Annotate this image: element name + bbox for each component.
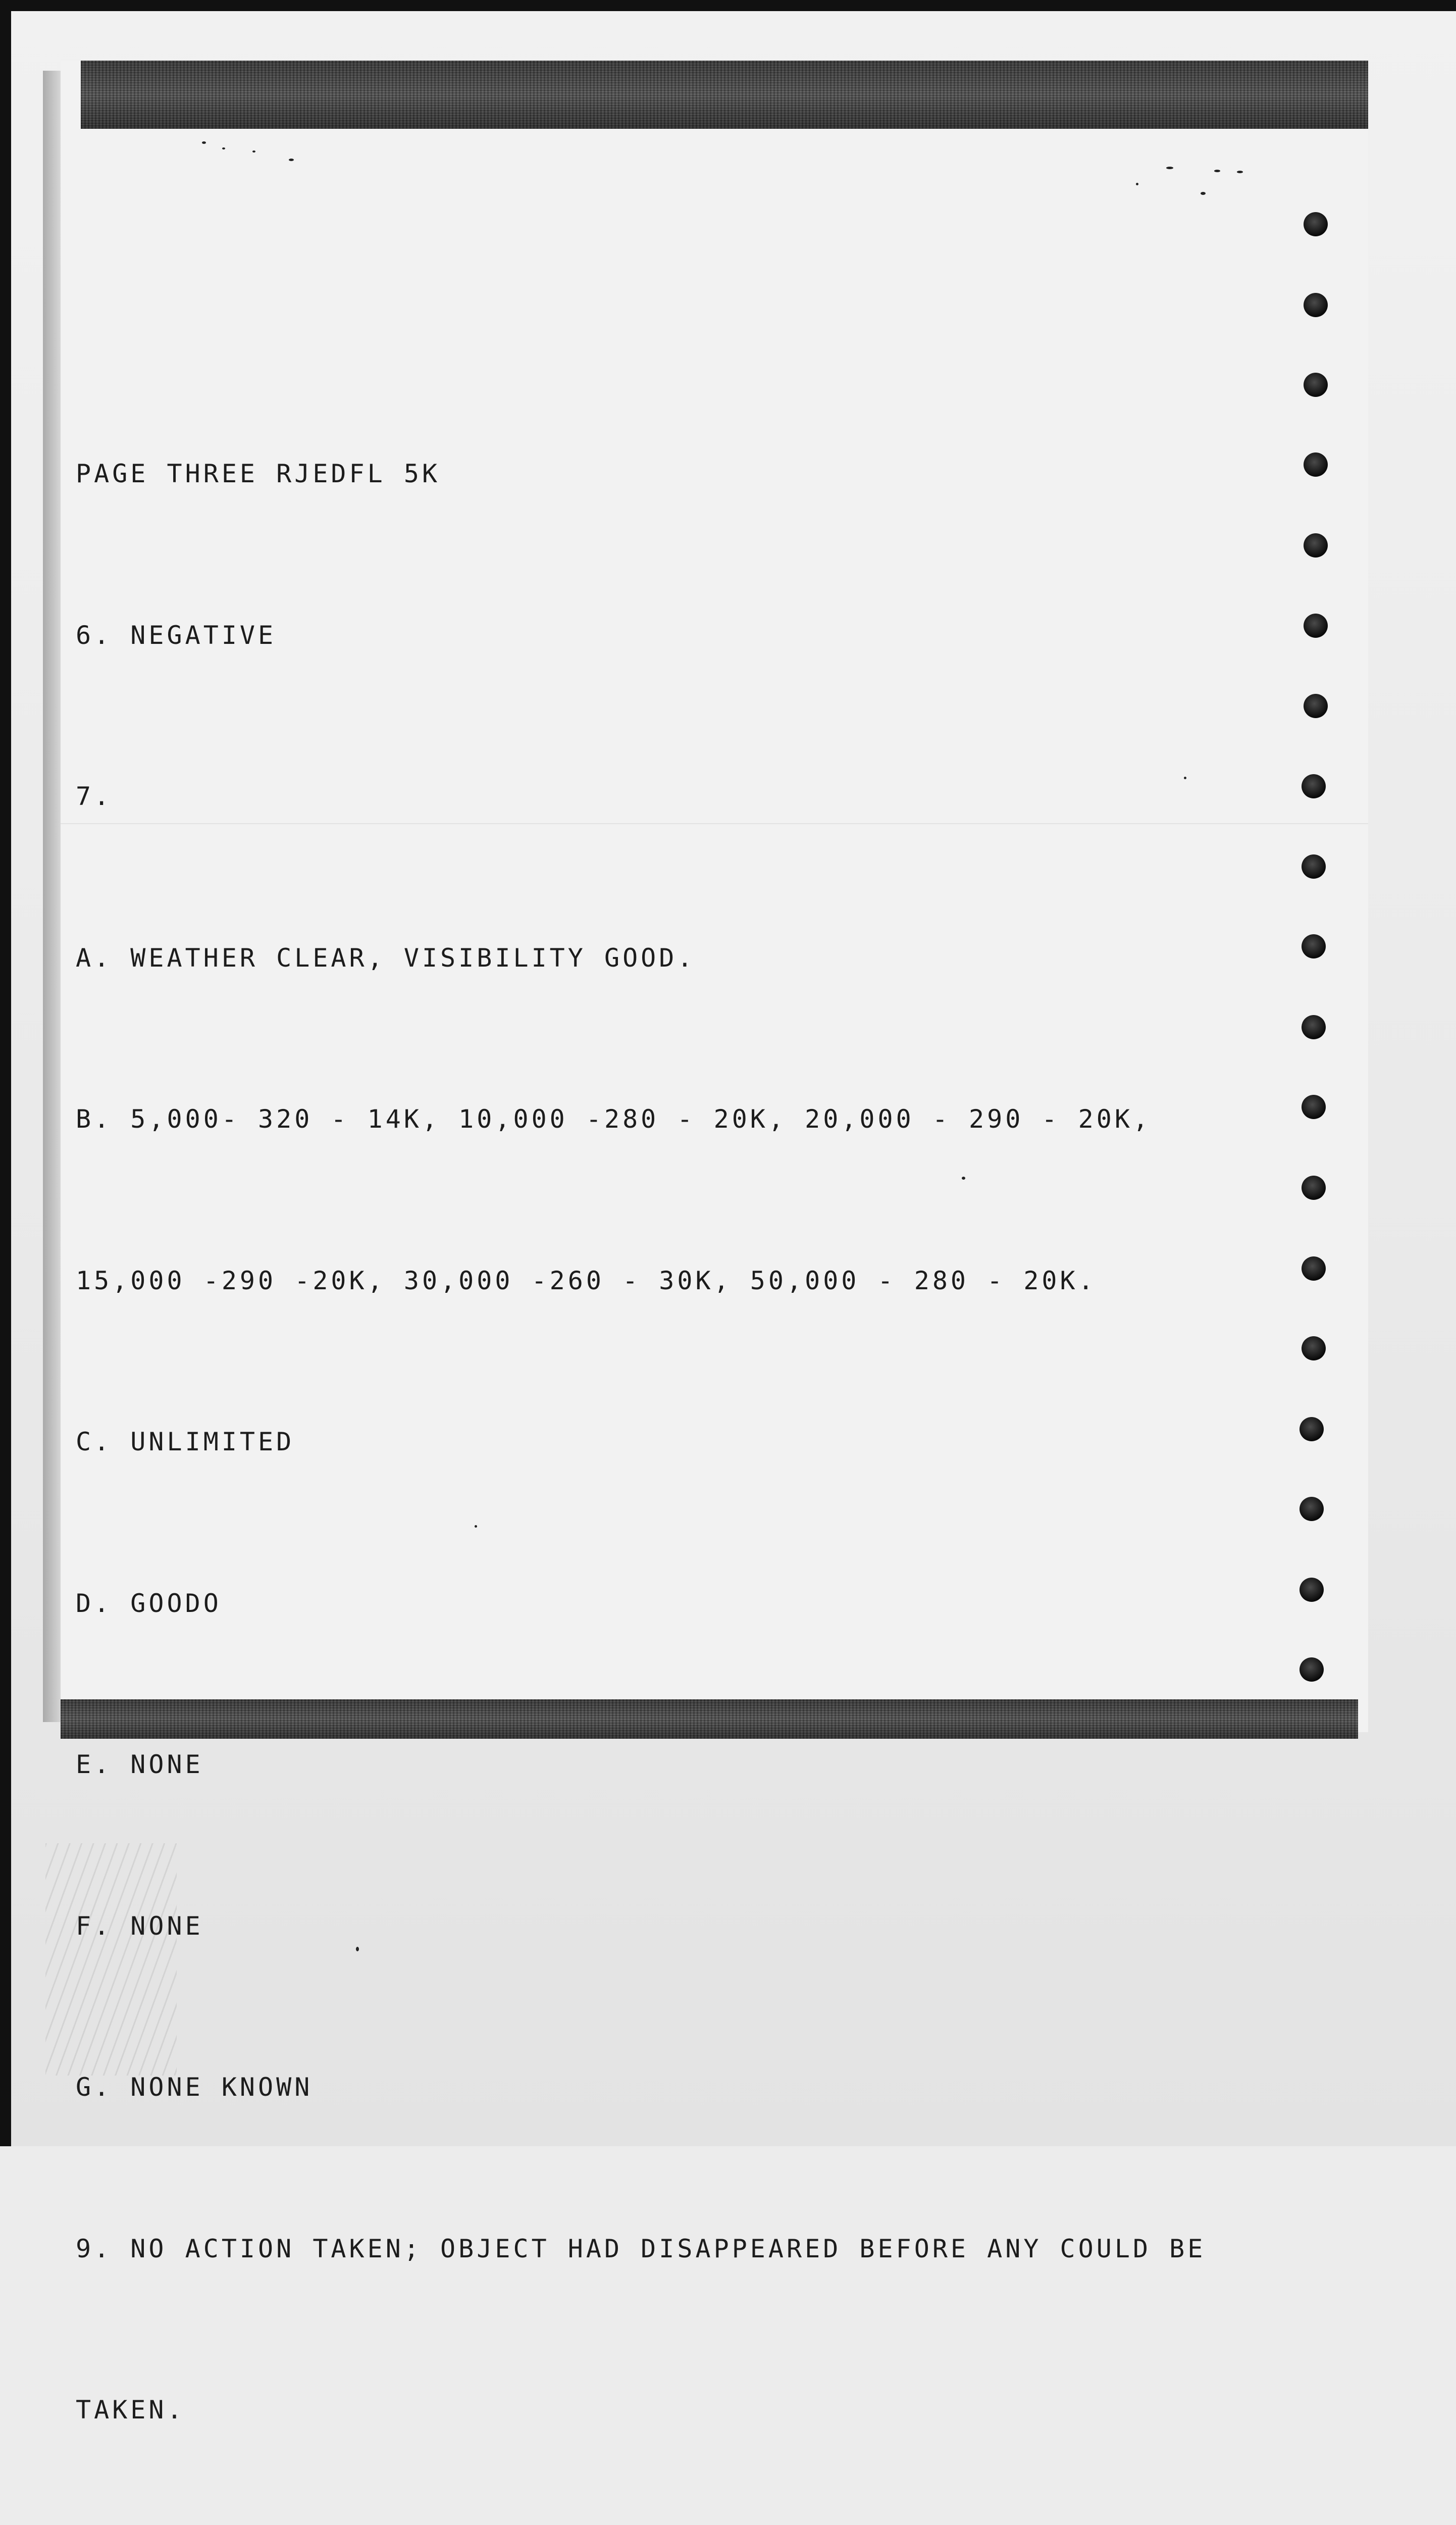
- feed-hole: [1302, 1176, 1326, 1200]
- feed-hole: [1302, 1256, 1326, 1281]
- feed-hole: [1304, 212, 1328, 236]
- feed-hole: [1304, 452, 1328, 477]
- feed-hole: [1302, 854, 1326, 879]
- feed-hole: [1304, 614, 1328, 638]
- feed-hole: [1299, 1417, 1324, 1441]
- feed-hole: [1299, 1497, 1324, 1521]
- feed-hole: [1304, 373, 1328, 397]
- message-line: C. UNLIMITED: [76, 1427, 295, 1456]
- feed-hole: [1299, 1657, 1324, 1682]
- message-line: 15,000 -290 -20K, 30,000 -260 - 30K, 50,000 - 280 - 20K.: [76, 1266, 1097, 1295]
- film-scratch-marks: [45, 1843, 177, 2076]
- scan-border-top: [0, 0, 1456, 11]
- message-line: D. GOODO: [76, 1588, 222, 1618]
- feed-hole: [1302, 1015, 1326, 1039]
- message-line: TAKEN.: [76, 2395, 185, 2425]
- feed-hole: [1304, 533, 1328, 558]
- message-line: PAGE THREE RJEDFL 5K: [76, 459, 441, 488]
- feed-hole: [1304, 694, 1328, 718]
- message-line: B. 5,000- 320 - 14K, 10,000 -280 - 20K, 20,000 - 290 - 20K,: [76, 1104, 1152, 1134]
- message-line: G. NONE KNOWN: [76, 2073, 313, 2102]
- message-line: 9. NO ACTION TAKEN; OBJECT HAD DISAPPEARED BEFORE ANY COULD BE: [76, 2234, 1206, 2263]
- feed-hole: [1304, 293, 1328, 317]
- feed-hole: [1302, 1095, 1326, 1119]
- teletype-message-body: [76, 339, 1287, 2525]
- message-line: E. NONE: [76, 1750, 203, 1779]
- message-line: 6. NEGATIVE: [76, 620, 277, 650]
- feed-hole: [1299, 1578, 1324, 1602]
- message-line: 7.: [76, 782, 113, 811]
- message-line: F. NONE: [76, 1911, 203, 1941]
- tractor-feed-holes: [1302, 212, 1332, 1707]
- scan-border-left: [0, 0, 11, 2146]
- message-line: A. WEATHER CLEAR, VISIBILITY GOOD.: [76, 943, 696, 973]
- feed-hole: [1302, 934, 1326, 958]
- film-band-top: [81, 61, 1368, 129]
- page-edge-shadow: [43, 71, 63, 1722]
- feed-hole: [1302, 774, 1326, 798]
- feed-hole: [1302, 1336, 1326, 1360]
